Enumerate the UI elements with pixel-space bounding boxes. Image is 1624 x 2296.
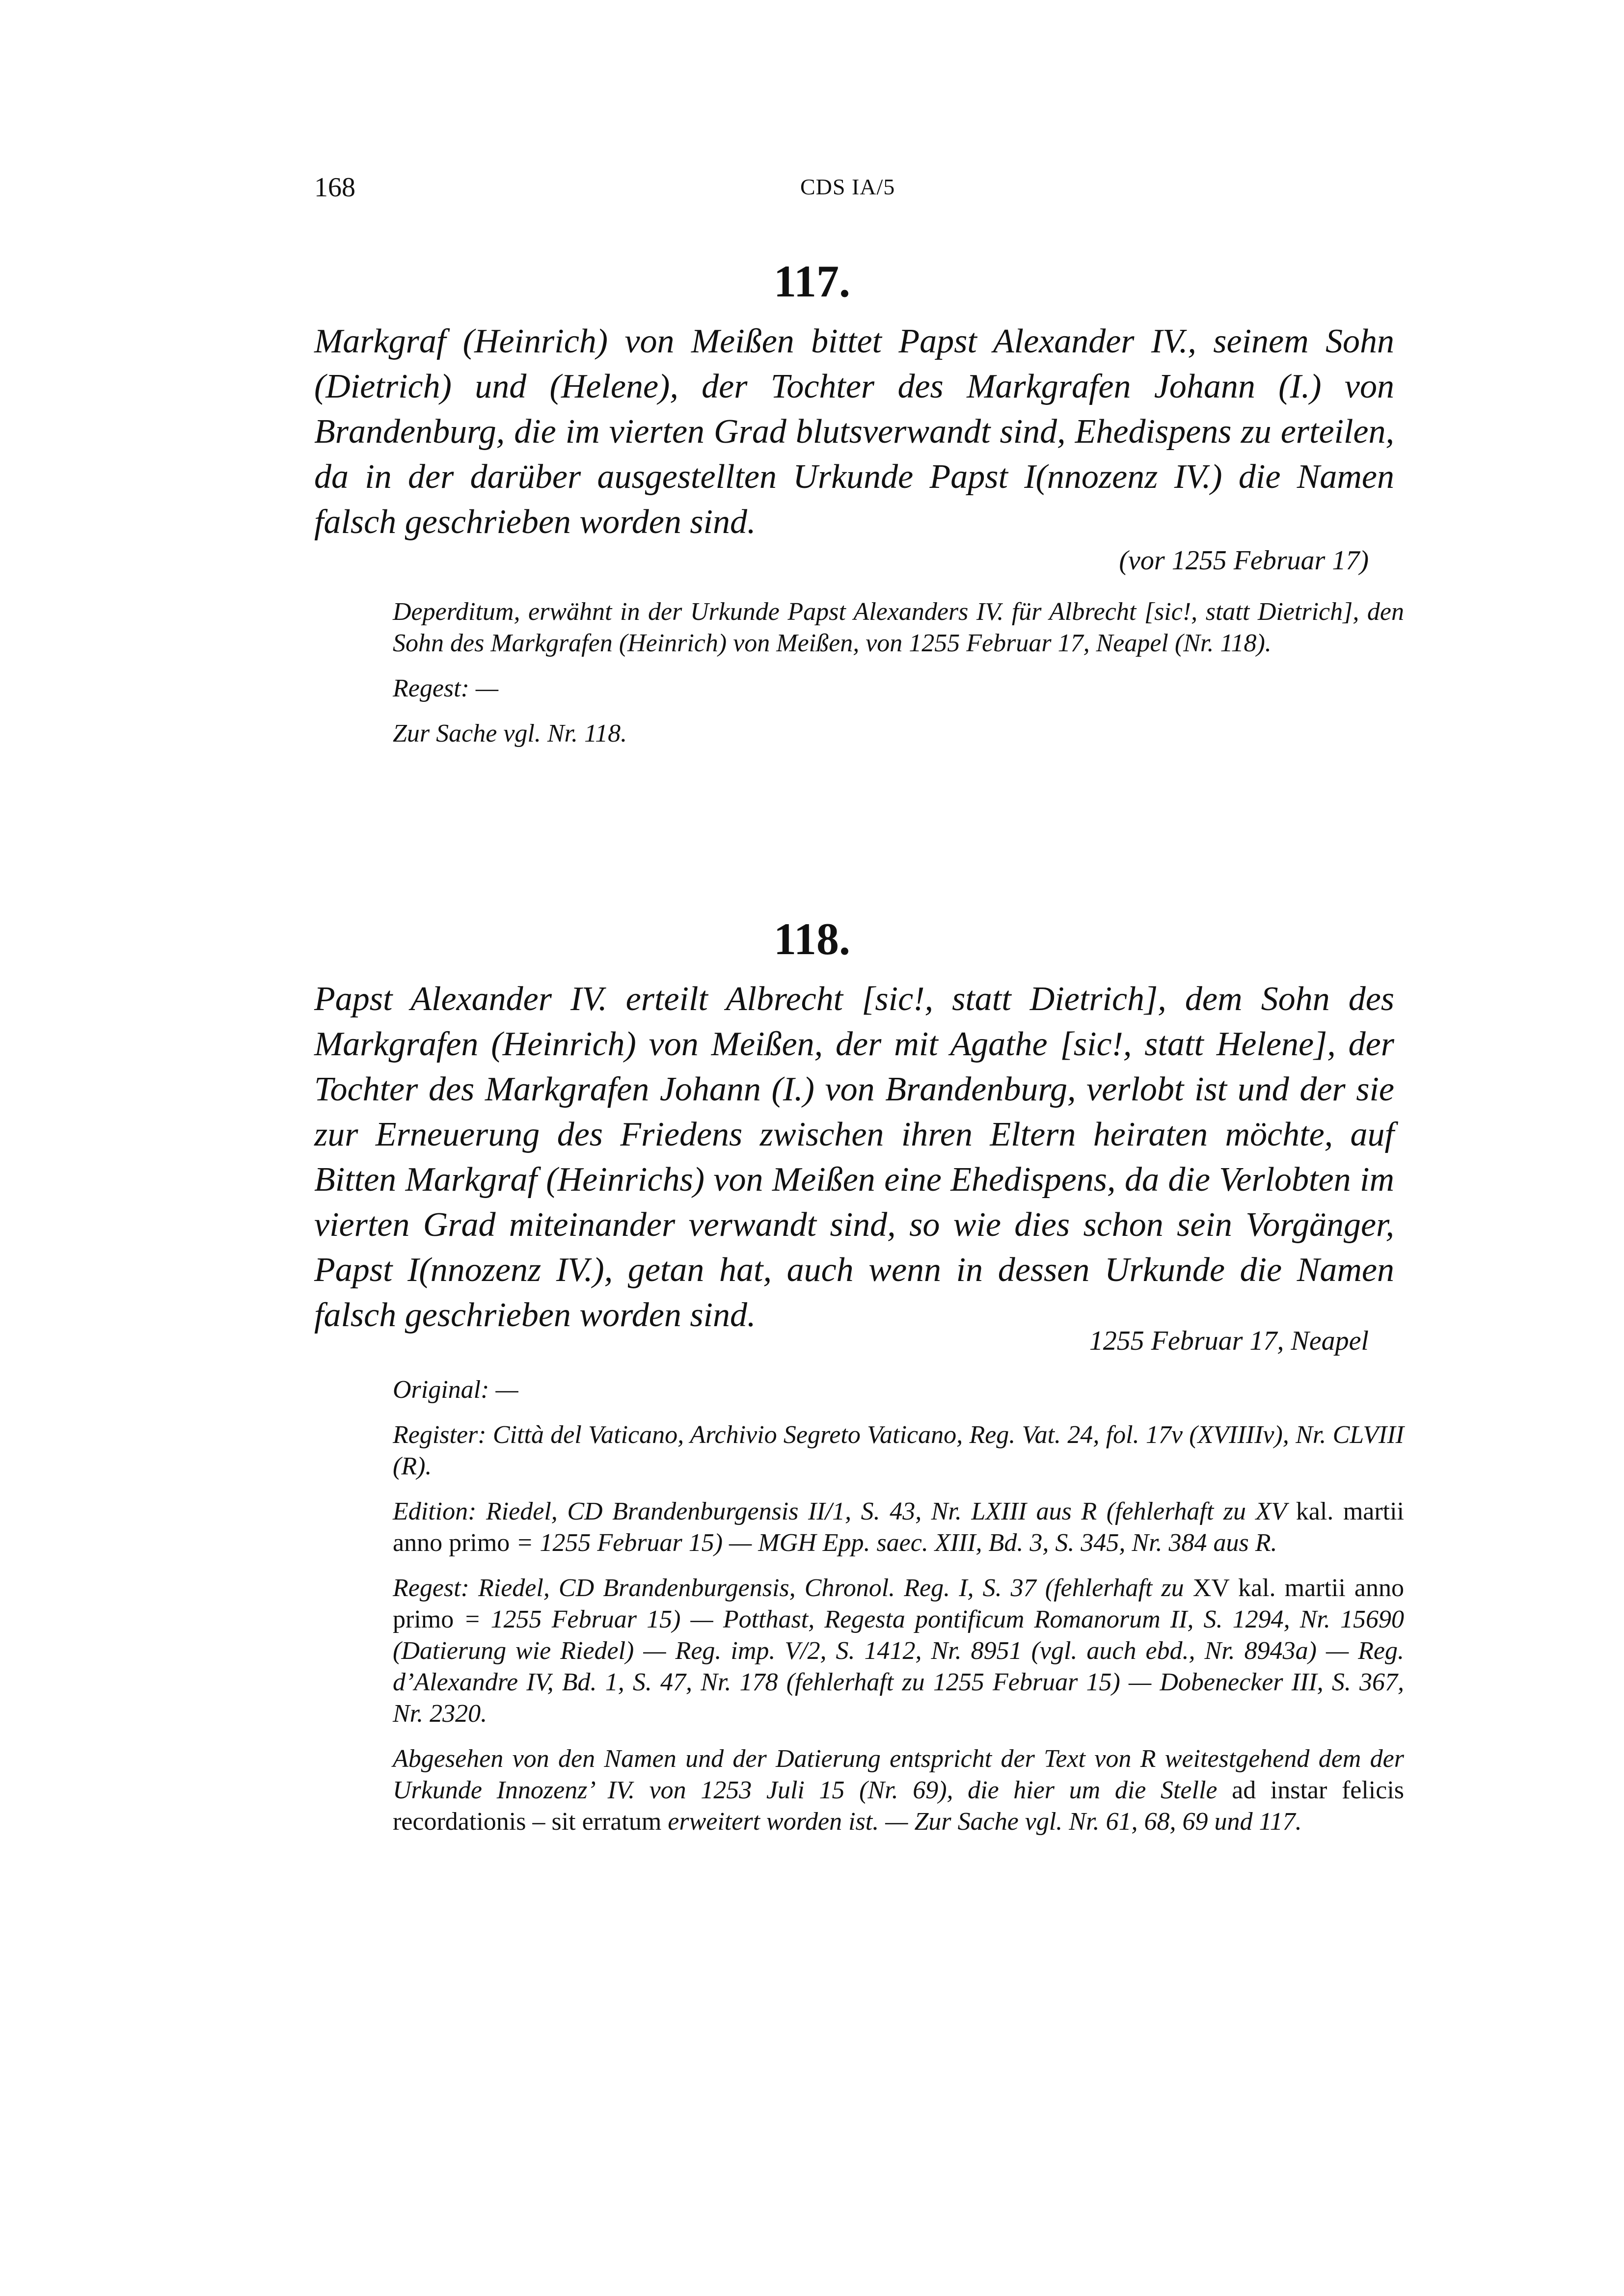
edition-text-part-1: Edition: Riedel, CD Brandenburgensis II/1, S. 43, Nr. LXIII aus R (fehlerhaft zu XV bbox=[393, 1497, 1287, 1525]
document-117-dating: (vor 1255 Februar 17) bbox=[1119, 545, 1369, 576]
document-118-apparatus bbox=[393, 1374, 1404, 1851]
document-117-number: 117. bbox=[774, 256, 850, 306]
edition-quoted-date: kal. martii anno primo bbox=[393, 1497, 1405, 1557]
running-title: CDS IA/5 bbox=[800, 174, 895, 199]
document-118-regest-note bbox=[393, 1573, 1404, 1730]
document-118-edition-note bbox=[393, 1496, 1404, 1559]
edition-text-part-2: = 1255 Februar 15) — MGH Epp. saec. XIII, Bd. 3, S. 345, Nr. 384 aus R. bbox=[516, 1529, 1277, 1557]
page-header bbox=[314, 172, 1394, 206]
document-118-original-note: Original: — bbox=[393, 1376, 518, 1404]
commentary-text-part-2: erweitert worden ist. — Zur Sache vgl. Nr. 61, 68, 69 und 117. bbox=[668, 1808, 1302, 1836]
document-117-apparatus bbox=[393, 596, 1404, 763]
page-number: 168 bbox=[314, 172, 355, 203]
document-118-number: 118. bbox=[774, 914, 850, 964]
document-118-summary: Papst Alexander IV. erteilt Albrecht [sic!, statt Dietrich], dem Sohn des Markgrafen (Heinrich) von Meißen, der mit Agathe [sic!, statt Helene], der Tochter des Markgrafen Johann (I.) von Brandenburg, verlobt ist und der sie zur Erneuerung des Friedens zwischen ihren Eltern heiraten möchte, auf Bitten Markgraf (Heinrichs) von Meißen eine Ehedispens, da die Verlobten im vierten Grad miteinander verwandt sind, so wie dies schon sein Vorgänger, Papst I(nnozenz IV.), getan hat, auch wenn in dessen Urkunde die Namen falsch geschrieben worden sind. bbox=[314, 980, 1394, 1334]
regest-text-part-1: Regest: Riedel, CD Brandenburgensis, Chronol. Reg. I, S. 37 (fehlerhaft zu bbox=[393, 1574, 1184, 1602]
document-117-reference-note: Zur Sache vgl. Nr. 118. bbox=[393, 720, 627, 748]
commentary-quoted-passage: ad instar felicis recordationis – sit erratum bbox=[393, 1776, 1405, 1836]
document-117-regest-note: Regest: — bbox=[393, 674, 499, 702]
regest-text-part-2: = 1255 Februar 15) — Potthast, Regesta pontificum Romanorum II, S. 1294, Nr. 15690 (Datierung wie Riedel) — Reg. imp. V/2, S. 1412, Nr. 8951 (vgl. auch ebd., Nr. 8943a) — Reg. d’Alexandre IV, Bd. 1, S. 47, Nr. 178 (fehlerhaft zu 1255 Februar 15) — Dobenecker III, S. 367, Nr. 2320. bbox=[393, 1605, 1405, 1728]
document-117-summary: Markgraf (Heinrich) von Meißen bittet Papst Alexander IV., seinem Sohn (Dietrich) und (Helene), der Tochter des Markgrafen Johann (I.) von Brandenburg, die im vierten Grad blutsverwandt sind, Ehedispens zu erteilen, da in der darüber ausgestellten Urkunde Papst I(nnozenz IV.) die Namen falsch geschrieben worden sind. bbox=[314, 322, 1394, 541]
document-118-register-note: Register: Città del Vaticano, Archivio Segreto Vaticano, Reg. Vat. 24, fol. 17v (XVIIIIv), Nr. CLVIII (R). bbox=[393, 1421, 1404, 1480]
regest-quoted-date: XV kal. martii anno primo bbox=[393, 1574, 1404, 1633]
document-118-commentary-note bbox=[393, 1743, 1404, 1838]
document-117-tradition-note: Deperditum, erwähnt in der Urkunde Papst Alexanders IV. für Albrecht [sic!, statt Dietrich], den Sohn des Markgrafen (Heinrich) von Meißen, von 1255 Februar 17, Neapel (Nr. 118). bbox=[393, 598, 1404, 657]
commentary-text-part-1: Abgesehen von den Namen und der Datierung entspricht der Text von R weitestgehend dem der Urkunde Innozenz’ IV. von 1253 Juli 15 (Nr. 69), die hier um die Stelle bbox=[393, 1745, 1404, 1804]
document-118-dating: 1255 Februar 17, Neapel bbox=[1089, 1326, 1369, 1356]
